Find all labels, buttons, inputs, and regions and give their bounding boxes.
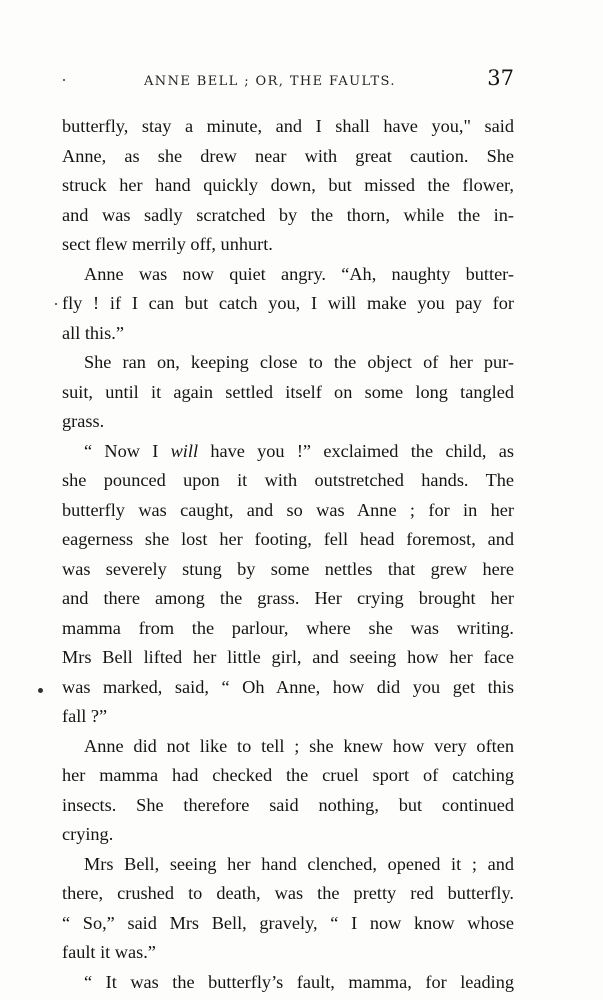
text-line: crying. xyxy=(62,824,114,844)
text-line: Anne did not like to tell ; she knew how very often xyxy=(84,735,514,756)
text-line: her mamma had checked the cruel sport of catching xyxy=(62,765,514,785)
paragraph xyxy=(62,732,514,850)
text-line: and there among the grass. Her crying brought her xyxy=(62,588,514,608)
text-line: Anne was now quiet angry. “Ah, naughty butter- xyxy=(84,263,514,284)
running-head: ANNE BELL ; OR, THE FAULTS. xyxy=(144,74,396,89)
page-header xyxy=(62,66,514,96)
text-line: Mrs Bell lifted her little girl, and seeing how her face xyxy=(62,647,514,667)
text-line: Anne, as she drew near with great caution. She xyxy=(62,145,514,166)
text-line: grass. xyxy=(62,411,105,431)
text-line: “ So,” said Mrs Bell, gravely, “ I now know whose xyxy=(62,912,514,933)
text-line: struck her hand quickly down, but missed the flower, xyxy=(62,175,514,195)
text-line: fly ! if I can but catch you, I will make you pay for xyxy=(62,293,514,313)
text-line: insects. She therefore said nothing, but continued xyxy=(62,794,514,815)
text-line: “ It was the butterfly’s fault, mamma, for leading xyxy=(84,971,514,992)
paragraph xyxy=(62,348,514,437)
emphasis-text: will xyxy=(170,440,199,461)
paragraph xyxy=(62,112,514,260)
text-line: she pounced upon it with outstretched hands. The xyxy=(62,470,514,490)
text-line: there, crushed to death, was the pretty red butterfly. xyxy=(62,883,514,903)
body-text xyxy=(62,112,514,997)
page-number: 37 xyxy=(487,66,514,90)
text-line: and was sadly scratched by the thorn, while the in- xyxy=(62,204,514,225)
text-line: Mrs Bell, seeing her hand clenched, opened it ; and xyxy=(84,853,514,874)
scan-speck xyxy=(55,303,57,305)
text-line: butterfly was caught, and so was Anne ; for in her xyxy=(62,499,514,520)
text-line: was marked, said, “ Oh Anne, how did you get this xyxy=(62,676,514,697)
paragraph xyxy=(62,437,514,732)
text-line: butterfly, stay a minute, and I shall have you," said xyxy=(62,116,514,136)
text-line: suit, until it again settled itself on some long tangled xyxy=(62,381,514,402)
text-line: mamma from the parlour, where she was writing. xyxy=(62,617,514,638)
paragraph xyxy=(62,850,514,968)
paragraph xyxy=(62,968,514,998)
text-line: fault it was.” xyxy=(62,942,156,962)
text-line: eagerness she lost her footing, fell head foremost, and xyxy=(62,529,514,549)
text-line: sect flew merrily off, unhurt. xyxy=(62,234,273,254)
text-line: She ran on, keeping close to the object of her pur- xyxy=(84,352,514,372)
text-line: was severely stung by some nettles that grew here xyxy=(62,558,514,579)
scan-speck xyxy=(38,688,43,693)
paragraph xyxy=(62,260,514,349)
text-line: fall ?” xyxy=(62,706,108,726)
scan-speck xyxy=(63,79,65,81)
text-line: “ Now I will have you !” exclaimed the child, as xyxy=(84,440,514,461)
text-line: all this.” xyxy=(62,322,124,343)
